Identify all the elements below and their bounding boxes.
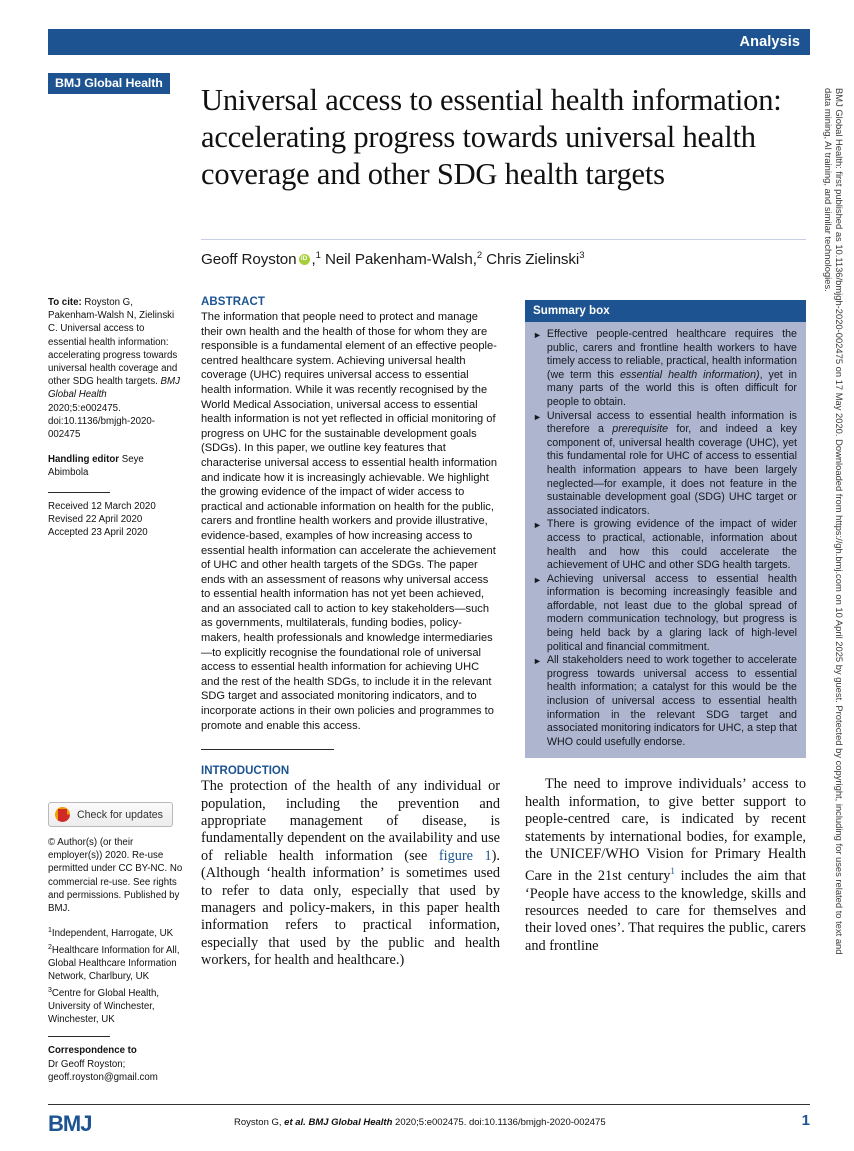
accepted-date: Accepted 23 April 2020 (48, 527, 148, 539)
bullet-arrow-icon: ► (533, 656, 542, 667)
bullet-text-part-2: , yet in many parts of the world this is often difficult for people to obtain. (546, 368, 797, 408)
watermark-text: BMJ Global Health: first published as 10.1136/bmjgh-2020-002475 on 17 May 2020. Downloaded from https://gh.bmj.com on 10 April 2025 by guest. Protected by copyright, including for uses related to text and data mining, AI training, and similar technologies. (823, 88, 845, 958)
author-name-1: Geoff Royston (201, 251, 297, 269)
intro-text-part-2: ). (Although ‘health information’ is sometimes used to refer to data only, especially that used by managers and policy-makers, in this paper health information refers to practical information, especially that used by the public and health workers, for health and healthcare.) (201, 847, 500, 969)
right-text-part-1: The need to improve individuals’ access to health information, to give better support to people-centred care, is indicated by recent statements by international bodies, for example, the UNICEF/WHO Vision for Primary Health Care in the 21st century (525, 776, 806, 885)
affiliations-list (48, 924, 185, 1026)
introduction-heading: INTRODUCTION (201, 765, 290, 778)
summary-bullet (533, 573, 797, 655)
abstract-heading: ABSTRACT (201, 296, 266, 308)
bullet-text-part-2: for, and indeed a key component of, universal health coverage (UHC), yet this fundamental role for UHC of access to essential health information appears to have been largely neglected—for example, it does not feature in the sustainable development goal (SDG) UHC target or associated indicators. (546, 423, 797, 517)
check-for-updates-button[interactable] (48, 802, 173, 827)
author-affiliation-ref-3: 3 (579, 250, 585, 261)
check-for-updates-label: Check for updates (77, 808, 163, 821)
page-number: 1 (801, 1112, 810, 1129)
bullet-arrow-icon: ► (533, 574, 542, 585)
correspondence-email[interactable]: geoff.royston@gmail.com (48, 1071, 158, 1083)
bullet-arrow-icon: ► (533, 411, 542, 422)
author-separator-1: , (311, 251, 316, 269)
copyright-watermark (823, 88, 845, 968)
to-cite-doi: 2020;5:e002475. doi:10.1136/bmjgh-2020-002475 (48, 402, 155, 441)
bullet-arrow-icon: ► (533, 330, 542, 340)
footer-divider (48, 1104, 810, 1105)
section-label: Analysis (739, 34, 800, 50)
citation-block (48, 296, 181, 441)
copyright-statement: © Author(s) (or their employer(s)) 2020. Re-use permitted under CC BY-NC. No commercial re-use. See rights and permissions. Published by BMJ. (48, 837, 183, 915)
summary-bullet (533, 328, 797, 410)
author-name-3: Chris Zielinski (482, 251, 580, 269)
handling-editor-block (48, 453, 181, 479)
bullet-arrow-icon: ► (533, 520, 542, 531)
summary-bullet-text (547, 410, 797, 519)
affiliation-marker-1: 1 (48, 927, 52, 935)
article-dates (48, 500, 181, 540)
bullet-text-italic: prerequisite (612, 423, 669, 436)
affiliation-1: Independent, Harrogate, UK (51, 928, 174, 940)
journal-badge: BMJ Global Health (48, 73, 170, 94)
handling-editor-label: Handling editor (48, 454, 120, 466)
crossmark-icon (55, 807, 70, 822)
abstract-text: The information that people need to protect and manage their own health and the health of those for whom they are responsible is a fundamental element of an effective people-centred healthcare system. Achieving universal health coverage (UHC) requires universal access to essential health information. While it was recently recognised by the World Medical Association, universal access to essential health information is not yet reflected in official monitoring of progress on UHC for the sustainable development goals (SDGs). In this paper, we outline key features that characterise universal access to essential health information and indicate how it is increasingly achievable. We highlight the growing evidence of the impact of wider access to practical and actionable information on health for the public, carers and frontline health workers and provide illustrative, evidence-based, examples of how increasing access to essential health information can accelerate the achievement of UHC and other health targets of the SDGs. The paper ends with an assessment of reasons why universal access to essential health information has not yet been achieved, and an associated call to action to key stakeholders—such as governments, multilaterals, funding bodies, policy-makers, health professionals and knowledge intermediaries—to explicitly recognise the foundational role of universal access to essential health information for achieving UHC and the rest of the health SDGs, to include it in the relevant SDG target and associated monitoring indicators, and to incorporate actions in their own policies and programmes to promote and enable this access. (201, 311, 497, 732)
right-column-paragraph (525, 776, 806, 955)
orcid-id-icon[interactable] (299, 254, 310, 265)
footer-citation-suffix: 2020;5:e002475. doi:10.1136/bmjgh-2020-002475 (392, 1117, 606, 1128)
summary-bullet-text: Achieving universal access to essential health information is becoming increasingly feasible and affordable, not least due to the global spread of modern communication technology, but progress is being held back by a glaring lack of high-level political and financial commitment. (546, 572, 797, 653)
summary-bullet (533, 518, 797, 572)
author-divider (201, 239, 806, 240)
footer-citation-journal: et al. BMJ Global Health (284, 1117, 393, 1128)
bullet-text-part-1: Universal access to essential health information is therefore a (546, 409, 797, 436)
affiliation-marker-2: 2 (48, 943, 52, 951)
main-column (201, 296, 500, 970)
introduction-paragraph (201, 778, 500, 969)
author-affiliation-ref-2: 2 (476, 250, 483, 261)
correspondence-label: Correspondence to (48, 1045, 137, 1057)
author-list (201, 250, 811, 268)
bullet-text-italic: essential health information) (619, 368, 760, 381)
affiliation-3: Centre for Global Health, University of Winchester, Winchester, UK (48, 987, 160, 1026)
summary-bullet (533, 654, 797, 749)
revised-date: Revised 22 April 2020 (48, 513, 143, 525)
article-metadata-rail (48, 296, 181, 539)
rail-divider-1 (48, 492, 110, 493)
page-title: Universal access to essential health information: accelerating progress towards universal health coverage and other SDG health targets (201, 83, 782, 192)
footer-citation (234, 1117, 606, 1128)
to-cite-journal: BMJ Global Health (48, 376, 180, 401)
affiliation-2: Healthcare Information for All, Global Healthcare Information Network, Charlbury, UK (48, 944, 180, 983)
section-header-bar (48, 29, 810, 55)
footer-citation-prefix: Royston G, (234, 1117, 285, 1128)
reference-link-1[interactable]: 1 (670, 866, 675, 877)
summary-bullet (533, 410, 797, 519)
rail-divider-2 (48, 1036, 110, 1037)
summary-box-title: Summary box (525, 300, 806, 322)
bullet-text-part-1: Effective people-centred healthcare requires the public, carers and frontline health workers to have timely access to reliable, practical, health information (we term this (546, 328, 798, 381)
summary-bullet-text: There is growing evidence of the impact of wider access to practical, actionable, information about health and how this could accelerate the achievement of UHC and other SDG health targets. (546, 518, 797, 572)
summary-column (525, 300, 806, 955)
to-cite-label: To cite: (48, 297, 82, 308)
intro-text-part-1: The protection of the health of any individual or population, including the prevention and appropriate management of disease, is fundamentally dependent on the availability and use of reliable health information (see (201, 778, 500, 864)
affiliation-marker-3: 3 (48, 986, 52, 994)
author-name-2: Neil Pakenham-Walsh, (320, 251, 477, 269)
bmj-logo: BMJ (48, 1111, 92, 1136)
summary-bullet-text: All stakeholders need to work together to accelerate progress towards universal access to essential health information; a catalyst for this would be the inclusion of universal access to essential health information in the relevant SDG target and associated monitoring indicators for UHC, a step that WHO could usefully endorse. (546, 654, 798, 748)
abstract-divider (201, 749, 334, 750)
correspondence-block (48, 1044, 185, 1084)
correspondence-name: Dr Geoff Royston; (48, 1058, 126, 1070)
author-affiliation-ref-1: 1 (315, 250, 321, 261)
right-text-part-2: includes the aim that ‘People have access to the knowledge, skills and resources needed to care for themselves and their loved ones’. That requires the public, carers and frontline (525, 868, 806, 954)
received-date: Received 12 March 2020 (48, 500, 156, 512)
summary-box-body (525, 322, 806, 758)
to-cite-text: Royston G, Pakenham-Walsh N, Zielinski C. Universal access to essential health information: accelerating progress towards universal health coverage and other SDG health targets. (48, 297, 178, 388)
handling-editor-name: Seye Abimbola (48, 454, 144, 479)
summary-bullet-text (547, 328, 797, 410)
figure-1-link[interactable]: figure 1 (438, 847, 492, 864)
rights-and-affiliations (48, 836, 185, 1093)
